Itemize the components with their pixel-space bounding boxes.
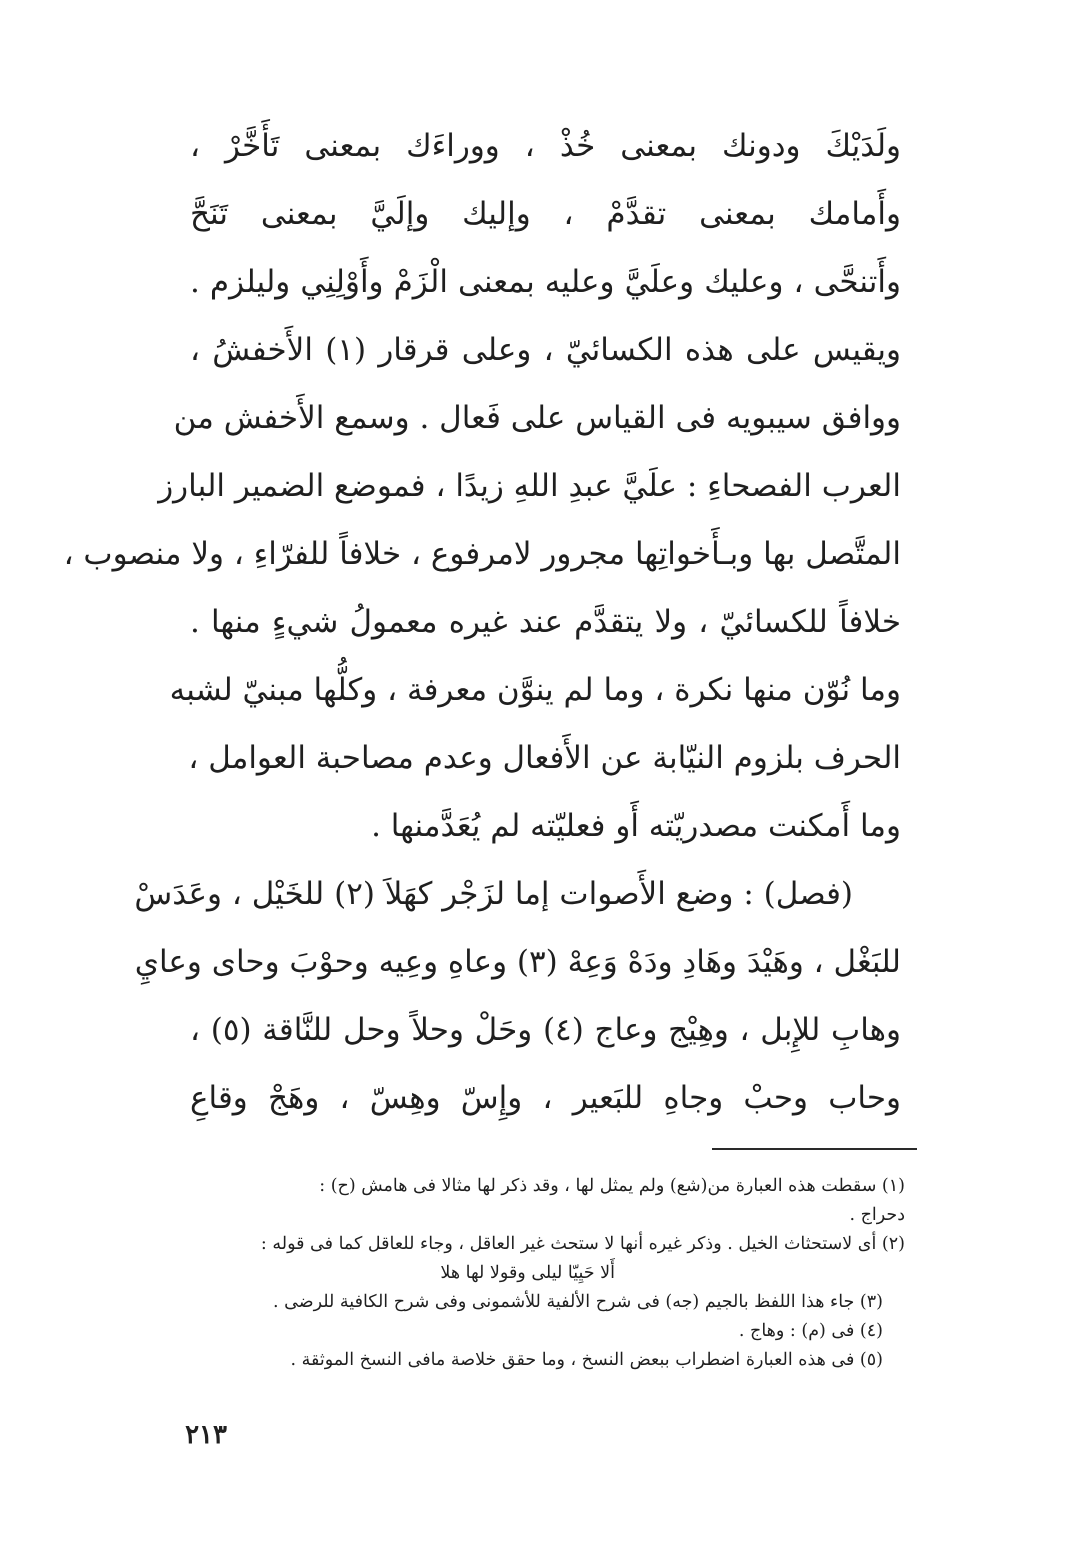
text-line: العرب الفصحاءِ : علَيَّ عبدِ اللهِ زيدًا ، فموضع الضمير البارز [158,468,901,504]
footnote-1: (١) سقطت هذه العبارة من(شع) ولم يمثل لها ، وقد ذكر لها مثالا فى هامش (ح) : [319,1176,905,1196]
footnote-2: (٢) أى لاستحثاث الخيل . وذكر غيره أنها لا ستحث غير العاقل ، وجاء للعاقل كما فى قوله : [260,1234,905,1254]
text-line: خلافاً للكسائيّ ، ولا يتقدَّم عند غيره معمولُ شيءٍ منها . [190,604,901,640]
text-line: ووافق سيبويه فى القياس على فَعال . وسمع الأَخفش من [173,400,901,436]
footnote-2-verse: أَلا حَيِيّا ليلى وقولا لها هلا [440,1263,615,1283]
text-line: وأَتنحَّى ، وعليك وعلَيَّ وعليه بمعنى الْزَمْ وأَوْلِنِي وليلزم . [190,264,901,300]
footnote-3: (٣) جاء هذا اللفظ بالجيم (جه) فى شرح الألفية للأشمونى وفى شرح الكافية للرضى . [273,1292,883,1312]
text-line: وحاب وحبْ وجاهِ للبَعير ، وإِسّ وهِسّ ، وهَجْ وقاعِ [190,1080,901,1116]
page-number: ٢١٣ [185,1420,227,1450]
section-heading-line: (فصل) : وضع الأَصوات إما لزَجْر كهَلاَ (٢) للخَيْل ، وعَدَسْ [134,876,853,912]
footnote-5: (٥) فى هذه العبارة اضطراب ببعض النسخ ، وما حقق خلاصة مافى النسخ الموثقة . [290,1350,883,1370]
text-line: وما أَمكنت مصدريّته أَو فعليّته لم يُعَدَّمنها . [371,808,901,844]
text-line: ويقيس على هذه الكسائيّ ، وعلى قرقار (١) الأَخفشُ ، [190,332,901,368]
footnote-1-continuation: دحراج . [849,1205,905,1225]
main-text-block [63,112,901,1132]
text-line: وأَمامك بمعنى تقدَّمْ ، وإليك وإلَيَّ بمعنى تَنَحَّ [190,196,901,232]
text-line: وهابِ للإِبل ، وهِيْج وعاج (٤) وحَلْ وحلاً وحل للنَّاقة (٥) ، [190,1012,901,1048]
text-line: المتَّصل بها وبـأَخواتِها مجرور لامرفوع ، خلافاً للفرّاءِ ، ولا منصوب ، [63,536,901,572]
text-line: للبَغْل ، وهَيْدَ وهَادِ ودَهْ وَعِهْ (٣) وعاهِ وعِيه وحوْبَ وحاى وعايِ [134,944,901,980]
footnote-divider [712,1148,917,1150]
text-line: وما نُوّن منها نكرة ، وما لم ينوَّن معرفة ، وكلُّها مبنيّ لشبه [169,672,901,708]
text-line: الحرف بلزوم النيّابة عن الأَفعال وعدم مصاحبة العوامل ، [188,740,901,776]
text-line: ولَدَيْكَ ودونك بمعنى خُذْ ، ووراءَك بمعنى تَأَخَّرْ ، [190,128,901,164]
footnote-4: (٤) فى (م) : وهاج . [738,1321,883,1341]
footnotes-block [196,1172,905,1375]
